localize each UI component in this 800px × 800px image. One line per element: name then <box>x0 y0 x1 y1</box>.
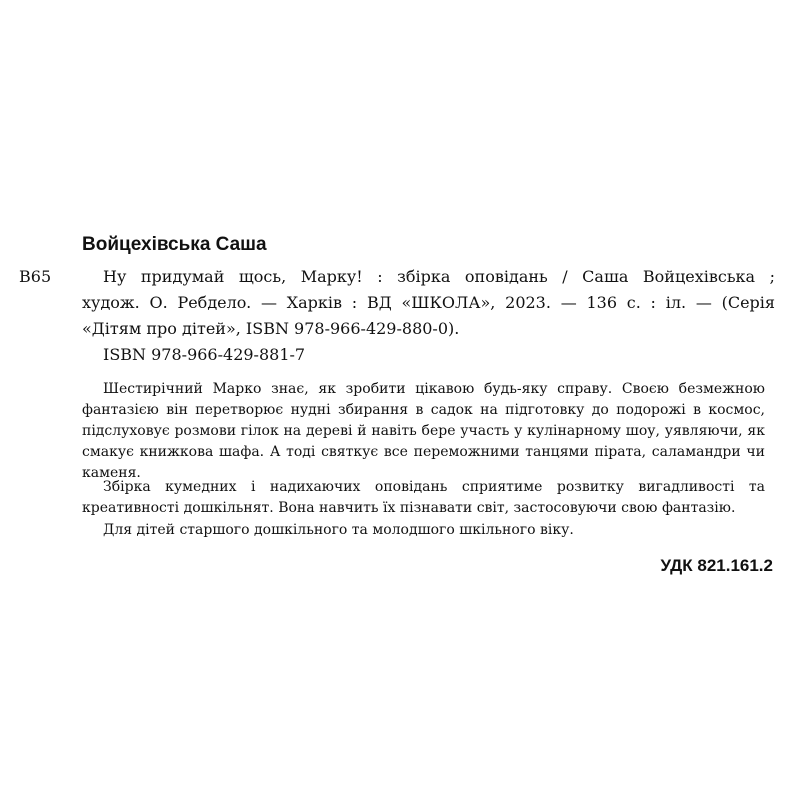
annotation-p3: Для дітей старшого дошкільного та молодшого шкільного віку. <box>103 522 574 538</box>
annotation-p2-line-2: креативності дошкільнят. Вона навчить їх пізнавати світ, застосовуючи свою фантазію. <box>82 500 736 516</box>
annotation-p1-line-4: смакує книжкова шафа. А тоді святкує все переможними танцями пірата, саламандри чи <box>82 444 765 460</box>
annotation-p1-line-5: каменя. <box>82 465 141 481</box>
annotation-p1-line-3: підслуховує розмови гілок на дереві й навіть бере участь у кулінарному шоу, уявляючи, як <box>82 423 765 439</box>
annotation-p1-line-2: фантазією він перетворює нудні збирання в садок на підготовку до подорожі в космос, <box>82 402 765 418</box>
udc-code: УДК 821.161.2 <box>660 556 773 575</box>
isbn-line: ISBN 978-966-429-881-7 <box>103 345 306 364</box>
annotation-p2-line-1: Збірка кумедних і надихаючих оповідань сприятиме розвитку вигадливості та <box>103 479 765 495</box>
description-line-2: худож. О. Ребделo. — Харків : ВД «ШКОЛА», 2023. — 136 с. : іл. — (Серія <box>82 293 775 312</box>
annotation-p1-line-1: Шестирічний Марко знає, як зробити цікавою будь-яку справу. Своєю безмежною <box>103 381 765 397</box>
author-heading: Войцехівська Саша <box>82 234 267 255</box>
description-line-3: «Дітям про дітей», ISBN 978-966-429-880-0). <box>82 319 460 338</box>
classification-code: В65 <box>19 267 52 286</box>
description-line-1: Ну придумай щось, Марку! : збірка оповідань / Саша Войцехівська ; <box>103 267 775 286</box>
